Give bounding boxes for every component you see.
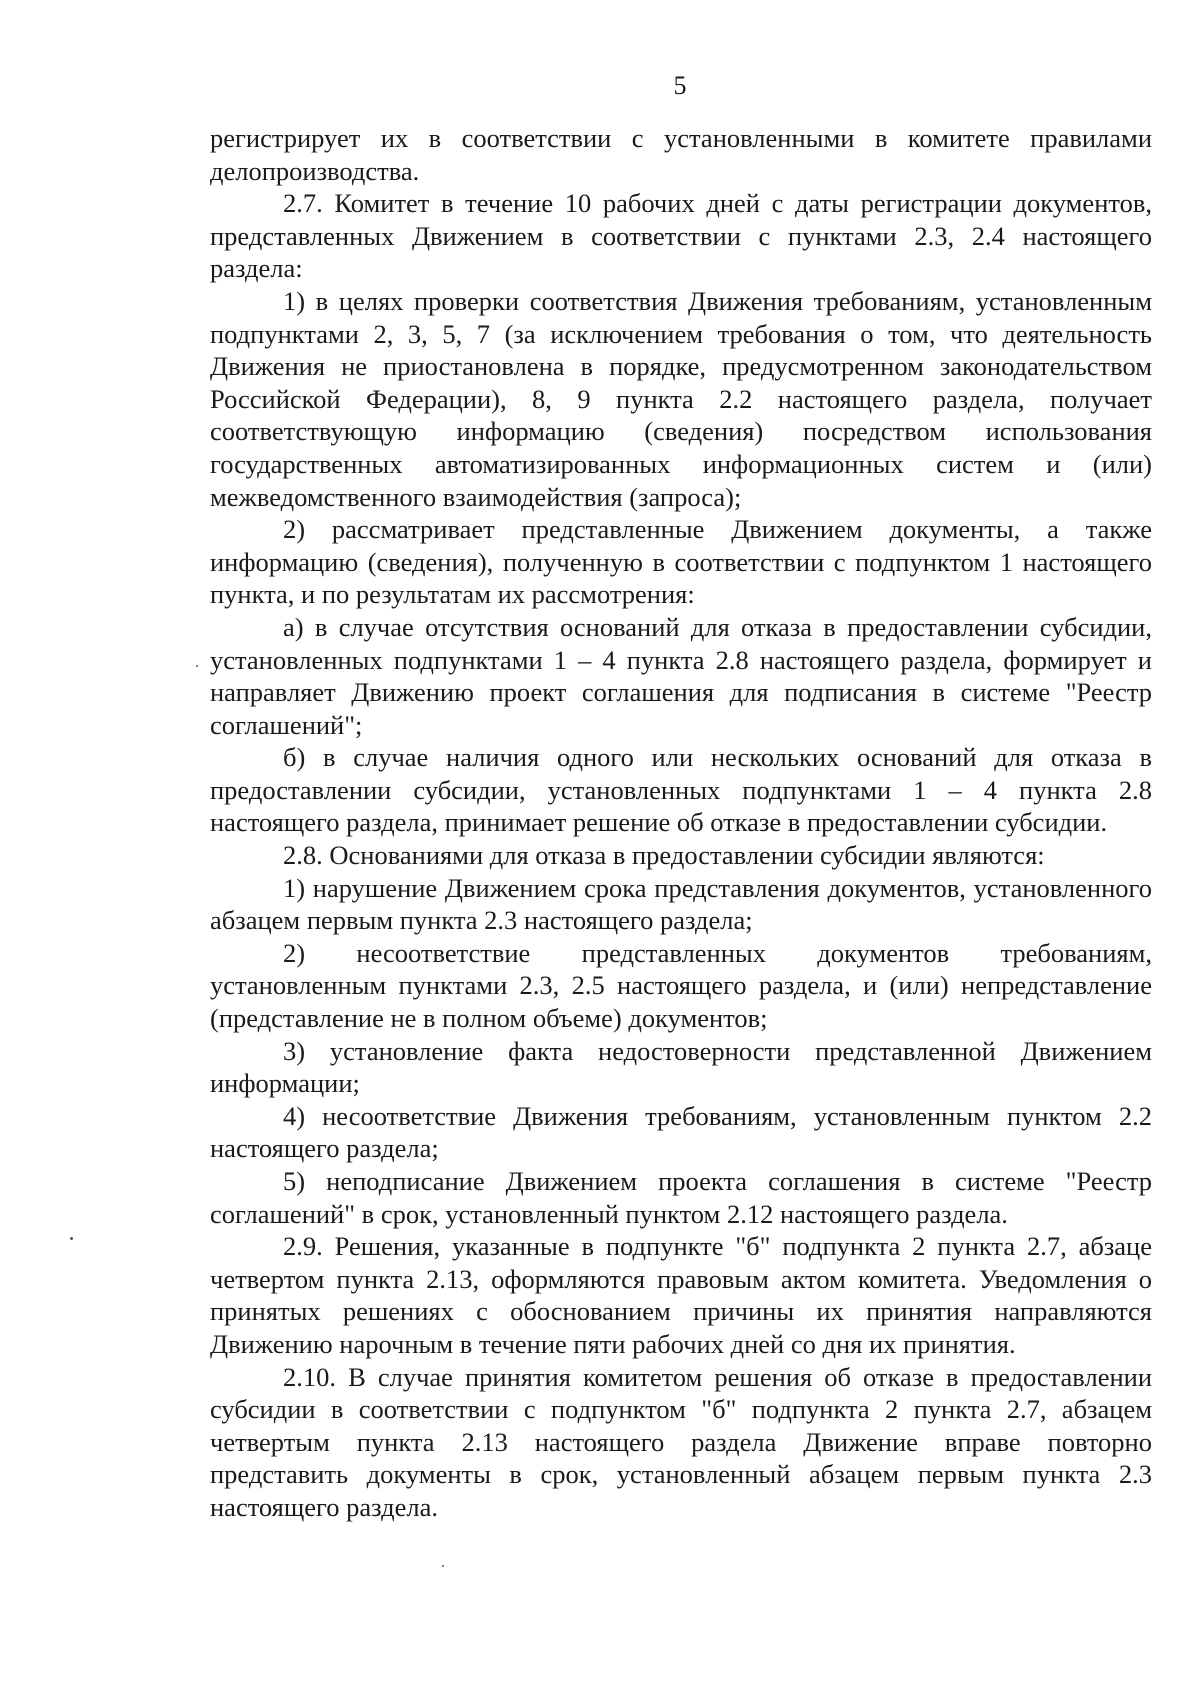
paragraph-2-8-5: 5) неподписание Движением проекта соглашения в системе "Реестр соглашений" в срок, установленный пунктом 2.12 настоящего раздела. xyxy=(210,1166,1152,1229)
paragraph-2-8-2: 2) несоответствие представленных документов требованиям, установленным пунктами 2.3, 2.5 настоящего раздела, и (или) непредставление (представление не в полном объеме) документов; xyxy=(210,937,1152,1034)
page-number: 5 xyxy=(673,71,687,100)
paragraph-continuation: регистрирует их в соответствии с установленными в комитете правилами делопроизводства. xyxy=(210,123,1152,186)
document-body xyxy=(210,122,1152,1524)
scan-speck xyxy=(70,1237,73,1240)
paragraph-2-7-1: 1) в целях проверки соответствия Движения требованиям, установленным подпунктами 2, 3, 5, 7 (за исключением требования о том, что деятельность Движения не приостановлена в порядке, предусмотренном законодательством Российской Федерации), 8, 9 пункта 2.2 настоящего раздела, получает соответствующую информацию (сведения) посредством использования государственных автоматизированных информационных систем и (или) межведомственного взаимодействия (запроса); xyxy=(210,285,1152,512)
scan-speck xyxy=(196,665,198,667)
paragraph-2-8: 2.8. Основаниями для отказа в предоставлении субсидии являются: xyxy=(283,840,1045,871)
paragraph-2-8-4: 4) несоответствие Движения требованиям, установленным пунктом 2.2 настоящего раздела; xyxy=(210,1100,1152,1164)
paragraph-2-7-2-a: а) в случае отсутствия оснований для отказа в предоставлении субсидии, установленных подпунктами 1 – 4 пункта 2.8 настоящего раздела, формирует и направляет Движению проект соглашения для подписания в системе "Реестр соглашений"; xyxy=(210,611,1152,740)
paragraph-2-10: 2.10. В случае принятия комитетом решения об отказе в предоставлении субсидии в соответствии с подпунктом "б" подпункта 2 пункта 2.7, абзацем четвертым пункта 2.13 настоящего раздела Движение вправе повторно представить документы в срок, установленный абзацем первым пункта 2.3 настоящего раздела. xyxy=(210,1361,1152,1522)
paragraph-2-9: 2.9. Решения, указанные в подпункте "б" подпункта 2 пункта 2.7, абзаце четвертом пункта 2.13, оформляются правовым актом комитета. Уведомления о принятых решениях с обоснованием причины их принятия направляются Движению нарочным в течение пяти рабочих дней со дня их принятия. xyxy=(210,1231,1152,1359)
paragraph-2-7-2: 2) рассматривает представленные Движением документы, а также информацию (сведения), полученную в соответствии с подпунктом 1 настоящего пункта, и по результатам их рассмотрения: xyxy=(210,514,1152,610)
paragraph-2-8-3: 3) установление факта недостоверности представленной Движением информации; xyxy=(210,1035,1152,1099)
paragraph-2-7-2-b: б) в случае наличия одного или нескольких оснований для отказа в предоставлении субсидии, установленных подпунктами 1 – 4 пункта 2.8 настоящего раздела, принимает решение об отказе в предоставлении субсидии. xyxy=(210,742,1152,838)
paragraph-2-7: 2.7. Комитет в течение 10 рабочих дней с даты регистрации документов, представленных Движением в соответствии с пунктами 2.3, 2.4 настоящего раздела: xyxy=(210,188,1152,284)
scan-speck xyxy=(442,1565,444,1567)
paragraph-2-8-1: 1) нарушение Движением срока представления документов, установленного абзацем первым пункта 2.3 настоящего раздела; xyxy=(210,872,1152,936)
